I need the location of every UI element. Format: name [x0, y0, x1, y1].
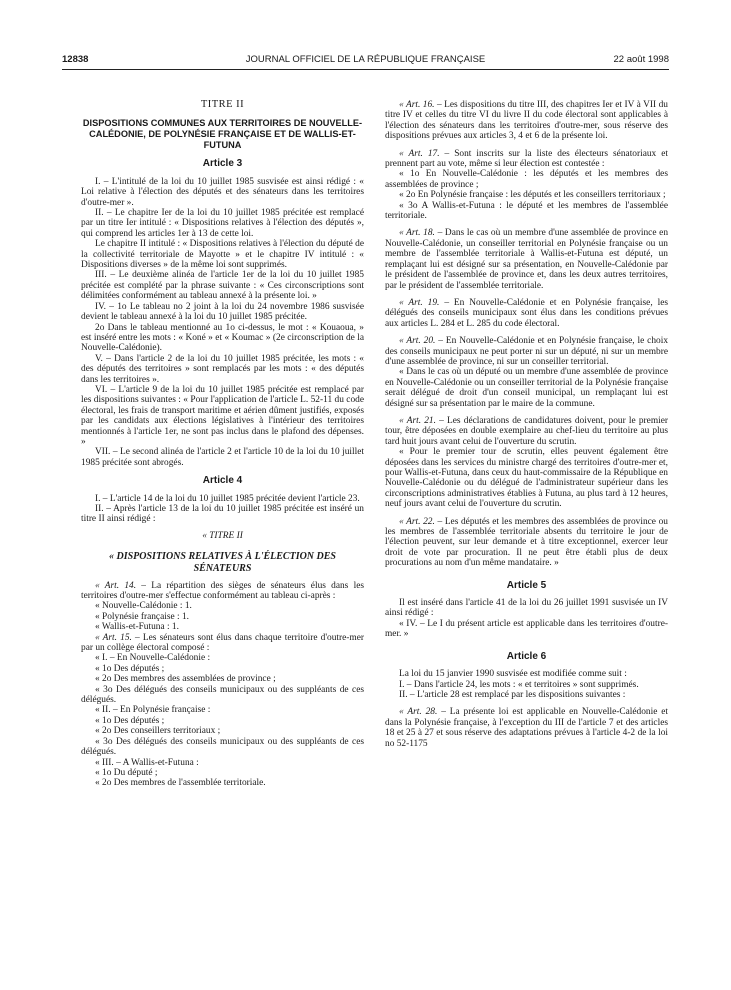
article-label: « Art. 19.: [399, 297, 440, 308]
article-18: [385, 228, 668, 290]
article-6-heading: Article 6: [506, 650, 547, 662]
list-item: « 2o Des membres des assemblées de province ;: [95, 674, 276, 685]
article-14: [81, 581, 364, 602]
list-item: « 3o A Wallis-et-Futuna : le député et les membres de l'assemblée territoriale.: [385, 200, 668, 222]
publication-date: 22 août 1998: [613, 54, 669, 65]
article-21: [385, 416, 668, 447]
article-4-heading: Article 4: [202, 475, 243, 487]
paragraph: II. – Après l'article 13 de la loi du 10 juillet 1985 précitée est inséré un titre II ainsi rédigé :: [81, 504, 364, 525]
article-label: « Art. 20.: [399, 336, 436, 347]
list-item: « Wallis-et-Futuna : 1.: [95, 622, 179, 633]
article-label: « Art. 14.: [95, 580, 137, 591]
list-item: « Nouvelle-Calédonie : 1.: [95, 601, 192, 612]
list-item: « II. – En Polynésie française :: [95, 705, 211, 716]
article-label: « Art. 16.: [399, 100, 435, 110]
paragraph: Le chapitre II intitulé : « Dispositions relatives à l'élection du député de la collectivité territoriale de Mayotte » et le chapitre IV intitulé : « Dispositions diverses » de la même loi sont supprimés.: [81, 239, 364, 271]
list-item: « 1o Du député ;: [95, 767, 158, 778]
page-number: 12838: [62, 54, 89, 65]
article-label: « Art. 17.: [399, 148, 440, 159]
journal-title: JOURNAL OFFICIEL DE LA RÉPUBLIQUE FRANÇAISE: [245, 54, 486, 65]
titre-ii-quote: « TITRE II: [202, 530, 243, 541]
header-rule: [62, 69, 669, 70]
article-text: – Les députés et les membres des assemblées de province ou les membres de l'assemblée territoriale absents du territoire le jour de l'élection peuvent, sur leur demande et à titre exceptionnel, exercer leur droit de vote par procuration. Il ne peut être établi plus de deux procurations au nom d'un même mandataire. »: [385, 516, 668, 569]
paragraph: VI. – L'article 9 de la loi du 10 juillet 1985 précitée est remplacé par les dispositions suivantes : « Pour l'application de l'article L. 52-11 du code électoral, les frais de transport maritime et aérien dûment justifiés, exposés par les candidats aux élections législatives à l'intérieur des territoires mentionnés à l'article 1er, ne sont pas inclus dans le plafond des dépenses. »: [81, 384, 364, 447]
dispositions-senateurs-heading: « DISPOSITIONS RELATIVES À L'ÉLECTION DES SÉNATEURS: [108, 550, 336, 574]
article-label: « Art. 21.: [399, 415, 436, 426]
article-text: – Sont inscrits sur la liste des électeurs sénatoriaux et prennent part au vote, même si leur élection est contestée :: [385, 148, 669, 170]
article-28: [385, 707, 668, 749]
article-text: – En Nouvelle-Calédonie et en Polynésie française, le choix des conseils municipaux ne peut porter ni sur un député, ni sur un membre d'une assemblée de province, ni sur un conseiller territorial.: [385, 336, 669, 367]
list-item: « III. – A Wallis-et-Futuna :: [95, 757, 199, 768]
paragraph: Il est inséré dans l'article 41 de la loi du 26 juillet 1991 susvisée un IV ainsi rédigé :: [385, 598, 668, 619]
paragraph: IV. – 1o Le tableau no 2 joint à la loi du 24 novembre 1986 susvisée devient le tableau annexé à la loi du 10 juillet 1985 précitée.: [81, 301, 364, 323]
list-item: « 2o En Polynésie française : les députés et les conseillers territoriaux ;: [399, 190, 666, 201]
article-text: – En Nouvelle-Calédonie et en Polynésie française, les délégués des conseils municipaux sont élus dans les conditions prévues aux articles L. 284 et L. 285 du code électoral.: [385, 297, 668, 329]
paragraph: II. – L'article 28 est remplacé par les dispositions suivantes :: [399, 689, 626, 700]
list-item: « 1o Des députés ;: [95, 663, 165, 674]
list-item: « 3o Des délégués des conseils municipaux ou des suppléants de ces délégués.: [81, 684, 364, 706]
paragraph: II. – Le chapitre Ier de la loi du 10 juillet 1985 précitée est remplacé par un titre Ier intitulé : « Dispositions relatives à l'élection des députés », qui comprend les articles 1er à 13 de cette loi.: [81, 208, 364, 239]
paragraph: 2o Dans le tableau mentionné au 1o ci-dessus, le mot : « Kouaoua, » est inséré entre les mots : « Koné » et « Koumac » (2e circonscription de la Nouvelle-Calédonie).: [81, 322, 364, 354]
article-15: [81, 633, 364, 654]
paragraph: I. – Dans l'article 24, les mots : « et territoires » sont supprimés.: [399, 679, 639, 690]
list-item: « I. – En Nouvelle-Calédonie :: [95, 653, 211, 664]
article-19: [385, 298, 668, 329]
article-20: [385, 336, 668, 367]
article-text: – La répartition des sièges de sénateurs élus dans les territoires d'outre-mer s'effectue conformément au tableau ci-après :: [81, 580, 364, 602]
paragraph: III. – Le deuxième alinéa de l'article 1er de la loi du 10 juillet 1985 précitée est complété par la phrase suivante : « Ces circonscriptions sont délimitées conformément au tableau annexé à la présente loi. »: [81, 270, 364, 302]
article-label: « Art. 15.: [95, 632, 132, 643]
list-item: « 2o Des conseillers territoriaux ;: [95, 726, 221, 737]
article-text: – La présente loi est applicable en Nouvelle-Calédonie et dans la Polynésie française, à l'exception du III de l'article 7 et des articles 18 et 25 à 27 et sous réserve des adaptations prévues à l'article 4-2 de la loi no 52-1175: [385, 707, 669, 749]
paragraph: « IV. – Le I du présent article est applicable dans les territoires d'outre-mer. »: [385, 618, 668, 640]
article-17: [385, 149, 668, 170]
article-5-heading: Article 5: [506, 579, 547, 591]
paragraph: La loi du 15 janvier 1990 susvisée est modifiée comme suit :: [399, 669, 627, 680]
page-header: [62, 54, 669, 68]
paragraph: « Pour le premier tour de scrutin, elles peuvent également être déposées dans les services du ministre chargé des territoires d'outre-mer et, pour Wallis-et-Futuna, dans ceux du haut-commissaire de la République en Nouvelle-Calédonie ou du délégué de l'administrateur supérieur dans les circonscriptions administratives établies à Futuna, au plus tard à 12 heures, neuf jours avant celui de l'ouverture du scrutin.: [385, 447, 668, 510]
article-text: – Les déclarations de candidatures doivent, pour le premier tour, être déposées en double exemplaire au chef-lieu du territoire au plus tard huit jours avant celui de l'ouverture du scrutin.: [385, 415, 668, 447]
list-item: « 1o Des députés ;: [95, 715, 165, 726]
article-label: « Art. 28.: [399, 707, 438, 718]
article-16: [385, 100, 668, 142]
list-item: « 1o En Nouvelle-Calédonie : les députés et les membres des assemblées de province ;: [385, 169, 668, 190]
list-item: « 3o Des délégués des conseils municipaux ou des suppléants de ces délégués.: [81, 736, 364, 758]
paragraph: VII. – Le second alinéa de l'article 2 et l'article 10 de la loi du 10 juillet 1985 précitée sont abrogés.: [81, 447, 364, 468]
titre-heading: TITRE II: [200, 99, 245, 110]
article-22: [385, 517, 668, 569]
article-text: – Les sénateurs sont élus dans chaque territoire d'outre-mer par un collège électoral composé :: [81, 632, 365, 654]
article-label: « Art. 18.: [399, 228, 435, 239]
list-item: « Polynésie française : 1.: [95, 611, 189, 622]
paragraph: I. – L'article 14 de la loi du 10 juillet 1985 précitée devient l'article 23.: [95, 493, 360, 504]
article-text: – Les dispositions du titre III, des chapitres Ier et IV à VII du titre IV et celles du titre VI du livre II du code électoral sont applicables à l'élection des sénateurs dans les territoires d'outre-mer, sous réserve des dispositions prévues aux articles 3, 4 et 6 de la présente loi.: [385, 100, 668, 142]
paragraph: V. – Dans l'article 2 de la loi du 10 juillet 1985 précitée, les mots : « des députés des territoires » sont remplacés par les mots : « des députés dans les territoires ».: [81, 353, 364, 385]
paragraph: I. – L'intitulé de la loi du 10 juillet 1985 susvisée est ainsi rédigé : « Loi relative à l'élection des députés et des sénateurs dans les territoires d'outre-mer ».: [81, 176, 364, 208]
right-column: [385, 100, 668, 749]
article-3-heading: Article 3: [202, 158, 243, 170]
list-item: « 2o Des membres de l'assemblée territoriale.: [95, 778, 266, 789]
article-text: – Dans le cas où un membre d'une assemblée de province en Nouvelle-Calédonie, un conseiller territorial en Polynésie française ou un membre de l'assemblée territoriale à Wallis-et-Futuna est député, un remplaçant lui est désigné sur sa présentation, en Nouvelle-Calédonie par le président de l'assemblée de province et, dans les deux autres territoires, par le président de l'assemblée territoriale.: [385, 228, 669, 291]
paragraph: « Dans le cas où un député ou un membre d'une assemblée de province en Nouvelle-Calédonie ou un conseiller territorial de la Polynésie française serait délégué de droit d'un conseil municipal, un remplaçant lui est désigné sur sa présentation par le maire de la commune.: [385, 367, 668, 409]
article-label: « Art. 22.: [399, 516, 435, 527]
left-column: [81, 100, 364, 789]
dispositions-heading: DISPOSITIONS COMMUNES AUX TERRITOIRES DE NOUVELLE-CALÉDONIE, DE POLYNÉSIE FRANÇAISE ET DE WALLIS-ET-FUTUNA: [82, 118, 363, 151]
